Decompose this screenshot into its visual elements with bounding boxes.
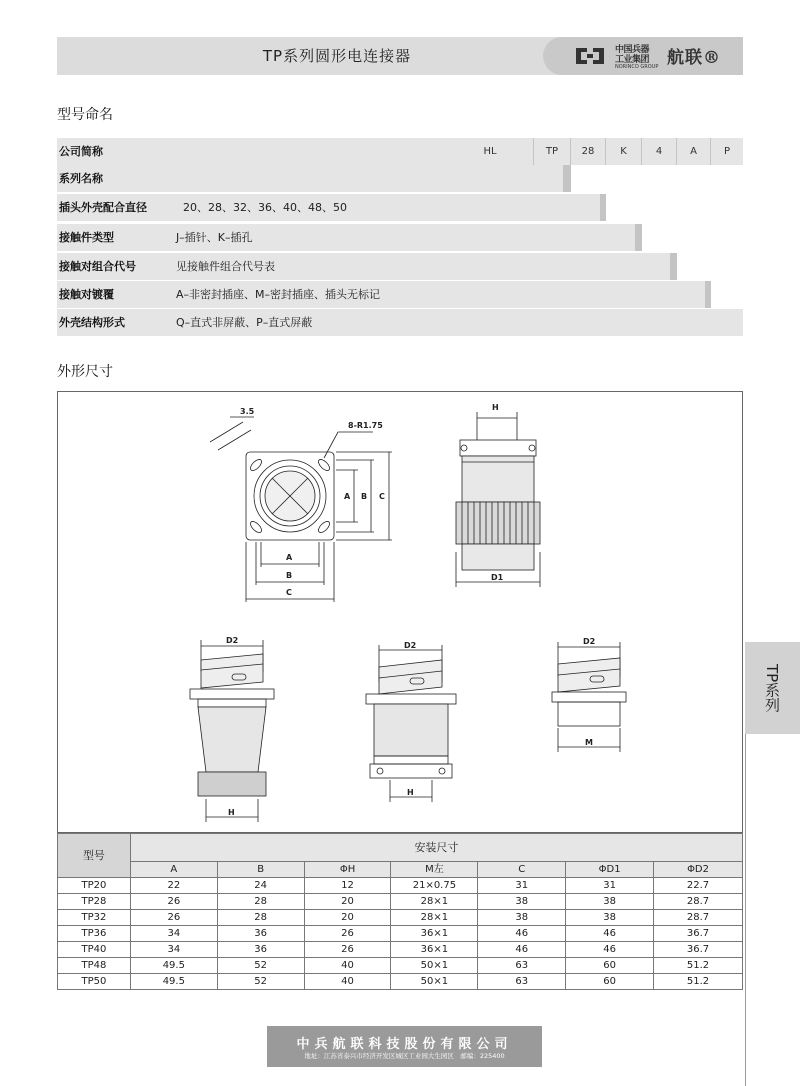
dim-label-a-bottom: A xyxy=(286,553,293,562)
table-row xyxy=(58,942,743,958)
naming-row xyxy=(57,253,670,280)
page-header xyxy=(57,37,743,75)
dim-label-a-right: A xyxy=(344,492,351,501)
side-divider xyxy=(745,734,746,1086)
section-title-dimensions: 外形尺寸 xyxy=(57,364,113,380)
table-cell: 46 xyxy=(478,926,566,942)
section-title-naming: 型号命名 xyxy=(57,107,113,123)
dim-label-c-right: C xyxy=(379,492,385,501)
table-cell: 28.7 xyxy=(654,894,743,910)
code-shell: P xyxy=(723,146,731,157)
table-cell: 26 xyxy=(304,942,391,958)
table-cell: 28×1 xyxy=(391,910,478,926)
dim-label-h-top: H xyxy=(492,403,499,412)
table-cell: 50×1 xyxy=(391,958,478,974)
plug-view-2 xyxy=(366,645,456,802)
table-cell: 24 xyxy=(217,878,304,894)
table-header-group: 安装尺寸 xyxy=(130,834,742,862)
dim-label-r175: 8-R1.75 xyxy=(348,421,383,430)
table-cell: 38 xyxy=(478,894,566,910)
table-cell: 38 xyxy=(566,910,654,926)
naming-row xyxy=(57,194,600,221)
naming-row-value: Q–直式非屏蔽、P–直式屏蔽 xyxy=(176,316,313,329)
table-cell: 34 xyxy=(130,942,217,958)
dim-label-b-right: B xyxy=(361,492,368,501)
table-cell-model: TP20 xyxy=(58,878,131,894)
naming-row xyxy=(57,309,743,336)
table-cell: 36.7 xyxy=(654,926,743,942)
table-header-model: 型号 xyxy=(58,834,131,878)
table-cell: 51.2 xyxy=(654,958,743,974)
table-cell: 26 xyxy=(304,926,391,942)
table-cell-model: TP50 xyxy=(58,974,131,990)
naming-row-label: 接触对组合代号 xyxy=(59,260,136,273)
naming-row-label: 接触件类型 xyxy=(59,231,114,244)
table-cell: 28 xyxy=(217,894,304,910)
table-col-d2: ΦD2 xyxy=(654,862,743,878)
table-cell: 12 xyxy=(304,878,391,894)
footer-company-name: 中兵航联科技股份有限公司 xyxy=(296,1037,513,1052)
table-row xyxy=(58,878,743,894)
table-cell: 40 xyxy=(304,958,391,974)
dim-label-m: M xyxy=(585,738,593,747)
dim-label-h-1: H xyxy=(228,808,235,817)
table-cell: 46 xyxy=(566,942,654,958)
naming-row xyxy=(57,281,705,308)
table-col-h: ΦH xyxy=(304,862,391,878)
table-cell: 28×1 xyxy=(391,894,478,910)
code-plating: A xyxy=(690,146,697,157)
naming-row-label: 插头外壳配合直径 xyxy=(59,201,147,214)
plug-view-3 xyxy=(552,642,626,752)
table-cell: 36.7 xyxy=(654,942,743,958)
table-cell: 22 xyxy=(130,878,217,894)
table-cell: 31 xyxy=(478,878,566,894)
table-row xyxy=(58,926,743,942)
spec-table xyxy=(57,833,743,990)
table-cell: 63 xyxy=(478,974,566,990)
table-cell: 31 xyxy=(566,878,654,894)
table-cell: 26 xyxy=(130,894,217,910)
side-tab-label: TP系列 xyxy=(763,663,781,713)
table-cell-model: TP36 xyxy=(58,926,131,942)
dim-label-3-5: 3.5 xyxy=(240,407,255,416)
code-contact-type: K xyxy=(620,146,627,157)
table-cell: 20 xyxy=(304,910,391,926)
flange-front-view xyxy=(210,417,392,602)
code-series: TP xyxy=(545,146,559,157)
naming-row xyxy=(57,165,563,192)
naming-row-value: 见接触件组合代号表 xyxy=(176,260,275,273)
dim-label-b-bottom: B xyxy=(286,571,293,580)
table-row xyxy=(58,958,743,974)
logo-text-en: NORINCO GROUP xyxy=(615,64,659,70)
side-tab xyxy=(745,642,800,734)
naming-row-value: 20、28、32、36、40、48、50 xyxy=(183,201,347,214)
code-diameter: 28 xyxy=(581,146,595,157)
table-col-b: B xyxy=(217,862,304,878)
table-cell: 51.2 xyxy=(654,974,743,990)
table-cell: 36 xyxy=(217,942,304,958)
table-cell-model: TP28 xyxy=(58,894,131,910)
table-cell: 52 xyxy=(217,974,304,990)
table-row xyxy=(58,894,743,910)
table-col-m: M左 xyxy=(391,862,478,878)
brand-name: 航联® xyxy=(667,48,721,68)
dim-label-d2-1: D2 xyxy=(226,636,239,645)
code-company: HL xyxy=(483,146,497,157)
table-cell: 34 xyxy=(130,926,217,942)
table-cell: 36×1 xyxy=(391,942,478,958)
naming-row-label: 接触对镀覆 xyxy=(59,288,114,301)
naming-row-label: 外壳结构形式 xyxy=(59,316,125,329)
table-cell: 49.5 xyxy=(130,974,217,990)
logo-area xyxy=(543,37,743,75)
table-cell: 49.5 xyxy=(130,958,217,974)
dim-label-h-2: H xyxy=(407,788,414,797)
plug-view-1 xyxy=(190,640,274,822)
table-row xyxy=(58,974,743,990)
table-row xyxy=(58,910,743,926)
naming-row-value: A–非密封插座、M–密封插座、插头无标记 xyxy=(176,288,381,301)
naming-row xyxy=(57,224,635,251)
table-cell: 50×1 xyxy=(391,974,478,990)
naming-row-value: J–插针、K–插孔 xyxy=(176,231,253,244)
page-title: TP系列圆形电连接器 xyxy=(262,47,412,65)
dim-label-d2-3: D2 xyxy=(583,637,596,646)
technical-drawing xyxy=(58,392,742,832)
table-cell: 28 xyxy=(217,910,304,926)
table-col-d1: ΦD1 xyxy=(566,862,654,878)
table-cell: 60 xyxy=(566,958,654,974)
table-cell: 63 xyxy=(478,958,566,974)
table-cell-model: TP48 xyxy=(58,958,131,974)
table-cell-model: TP40 xyxy=(58,942,131,958)
logo-text-cn: 中国兵器 工业集团 xyxy=(615,45,650,65)
drawing-frame xyxy=(57,391,743,833)
table-col-a: A xyxy=(130,862,217,878)
footer-address: 地址：江苏省泰兴市经济开发区城区工业园大生园区 邮编：225400 xyxy=(304,1052,505,1060)
table-cell: 26 xyxy=(130,910,217,926)
table-cell: 46 xyxy=(566,926,654,942)
page-footer xyxy=(267,1026,542,1067)
dim-label-d2-2: D2 xyxy=(404,641,417,650)
naming-row-label: 公司简称 xyxy=(59,145,103,158)
table-cell: 38 xyxy=(478,910,566,926)
table-cell: 52 xyxy=(217,958,304,974)
table-cell-model: TP32 xyxy=(58,910,131,926)
table-cell: 20 xyxy=(304,894,391,910)
table-cell: 28.7 xyxy=(654,910,743,926)
dim-label-d1: D1 xyxy=(491,573,504,582)
table-cell: 38 xyxy=(566,894,654,910)
code-arrangement: 4 xyxy=(655,146,663,157)
table-cell: 40 xyxy=(304,974,391,990)
table-col-c: C xyxy=(478,862,566,878)
table-cell: 22.7 xyxy=(654,878,743,894)
table-cell: 21×0.75 xyxy=(391,878,478,894)
table-cell: 46 xyxy=(478,942,566,958)
norinco-logo-icon xyxy=(573,44,607,68)
table-cell: 36×1 xyxy=(391,926,478,942)
table-cell: 36 xyxy=(217,926,304,942)
naming-row-label: 系列名称 xyxy=(59,172,103,185)
dim-label-c-bottom: C xyxy=(286,588,292,597)
receptacle-side-view xyxy=(456,412,540,587)
table-cell: 60 xyxy=(566,974,654,990)
